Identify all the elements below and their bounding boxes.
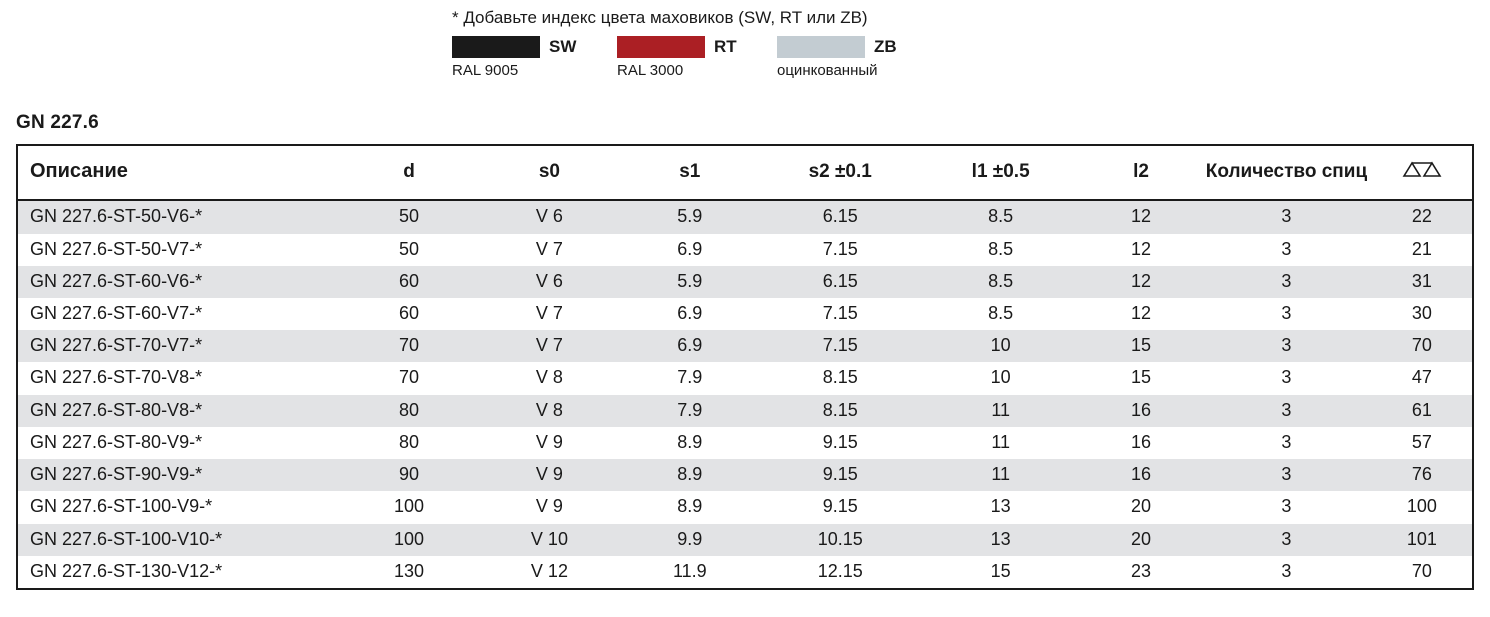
cell-value: 6.15 — [760, 200, 920, 233]
cell-value: 57 — [1411, 431, 1432, 452]
cell-value: V 9 — [535, 431, 563, 452]
cell-value: 3 — [1201, 330, 1371, 362]
cell-description: GN 227.6-ST-50-V7-* — [30, 238, 203, 259]
cell-value: 5.9 — [620, 200, 760, 233]
cell-description: GN 227.6-ST-70-V8-* — [30, 367, 203, 388]
swatch-sw-icon — [452, 36, 540, 58]
cell-value: 10 — [990, 367, 1011, 388]
cell-value: V 7 — [535, 302, 563, 323]
col-header-weight — [1372, 146, 1472, 200]
cell-value: 12.15 — [817, 560, 863, 581]
cell-description: GN 227.6-ST-100-V10-* — [18, 524, 339, 556]
cell-value: 3 — [1201, 395, 1371, 427]
spec-table — [18, 146, 1472, 588]
cell-value: 70 — [1411, 560, 1432, 581]
cell-value: 70 — [399, 367, 420, 388]
cell-value: 21 — [1411, 238, 1432, 259]
cell-value: V 7 — [535, 238, 563, 259]
cell-value: 50 — [399, 238, 420, 259]
cell-value: 7.15 — [760, 330, 920, 362]
cell-value: 100 — [394, 496, 425, 517]
cell-value: 31 — [1372, 266, 1472, 298]
spec-table-container — [16, 144, 1474, 590]
col-header-s2: s2 ±0.1 — [760, 146, 920, 200]
col-header-s1: s1 — [620, 146, 760, 200]
color-swatch-row — [452, 36, 1052, 79]
cell-value: 70 — [339, 330, 479, 362]
color-swatch-rt-line — [617, 36, 777, 58]
color-swatch-zb-line — [777, 36, 957, 58]
cell-value: 9.15 — [822, 496, 858, 517]
cell-value: 8.5 — [920, 200, 1080, 233]
cell-value: 6.9 — [620, 330, 760, 362]
swatch-zb-icon — [777, 36, 865, 58]
cell-value: 16 — [1081, 459, 1201, 491]
table-row — [18, 395, 1472, 427]
swatch-rt-icon — [617, 36, 705, 58]
col-header-s0: s0 — [479, 146, 619, 200]
cell-value: 61 — [1372, 395, 1472, 427]
cell-value: 30 — [1411, 302, 1432, 323]
cell-value: 47 — [1411, 367, 1432, 388]
table-row — [18, 330, 1472, 362]
color-swatch-zb — [777, 36, 957, 79]
weight-scale-icon — [1402, 158, 1442, 185]
cell-value: V 10 — [479, 524, 619, 556]
cell-value: 130 — [394, 560, 425, 581]
cell-description: GN 227.6-ST-90-V9-* — [18, 459, 339, 491]
cell-value: 20 — [1131, 496, 1152, 517]
cell-value: 3 — [1201, 459, 1371, 491]
cell-value: 12 — [1131, 238, 1152, 259]
cell-value: 11 — [991, 431, 1010, 452]
cell-value: 6.9 — [677, 238, 703, 259]
table-row — [18, 200, 1472, 233]
col-header-description: Описание — [18, 146, 339, 200]
cell-value: 7.9 — [620, 395, 760, 427]
cell-value: 76 — [1372, 459, 1472, 491]
color-index-note — [452, 8, 1052, 79]
cell-description: GN 227.6-ST-60-V6-* — [18, 266, 339, 298]
swatch-sw-label: SW — [549, 37, 577, 56]
cell-value: 8.15 — [822, 367, 858, 388]
cell-description: GN 227.6-ST-130-V12-* — [30, 560, 223, 581]
cell-value: 8.5 — [920, 266, 1080, 298]
table-header-row — [18, 146, 1472, 200]
swatch-rt-label: RT — [714, 37, 737, 56]
cell-value: V 8 — [535, 367, 563, 388]
cell-value: 15 — [1131, 367, 1152, 388]
table-row — [18, 362, 1472, 394]
cell-value: 8.9 — [620, 459, 760, 491]
cell-value: 13 — [920, 524, 1080, 556]
cell-value: V 12 — [530, 560, 568, 581]
cell-value: 9.15 — [822, 431, 858, 452]
color-swatch-rt — [617, 36, 777, 79]
cell-value: 12 — [1081, 200, 1201, 233]
color-index-note-text: * Добавьте индекс цвета маховиков (SW, RT или ZB) — [452, 8, 868, 27]
cell-value: 100 — [1406, 496, 1437, 517]
table-row — [18, 459, 1472, 491]
col-header-l1: l1 ±0.5 — [920, 146, 1080, 200]
cell-value: 100 — [339, 524, 479, 556]
cell-value: 10 — [920, 330, 1080, 362]
cell-value: V 6 — [479, 266, 619, 298]
cell-value: 11.9 — [672, 560, 707, 581]
cell-value: 3 — [1201, 200, 1371, 233]
swatch-zb-sub: оцинкованный — [777, 62, 878, 79]
table-row — [18, 234, 1472, 266]
cell-value: 60 — [339, 266, 479, 298]
cell-value: 11 — [920, 395, 1080, 427]
cell-value: 8.9 — [677, 431, 703, 452]
cell-value: 8.9 — [677, 496, 703, 517]
cell-value: 5.9 — [620, 266, 760, 298]
cell-value: 9.15 — [760, 459, 920, 491]
cell-value: 16 — [1081, 395, 1201, 427]
table-row — [18, 524, 1472, 556]
cell-value: 90 — [339, 459, 479, 491]
cell-description: GN 227.6-ST-50-V6-* — [18, 200, 339, 233]
color-swatch-sw — [452, 36, 617, 79]
cell-value: 20 — [1081, 524, 1201, 556]
table-row — [18, 266, 1472, 298]
page-title: GN 227.6 — [16, 112, 99, 133]
cell-value: V 9 — [535, 496, 563, 517]
cell-description: GN 227.6-ST-80-V9-* — [30, 431, 203, 452]
color-swatch-sw-line — [452, 36, 617, 58]
cell-value: 15 — [1081, 330, 1201, 362]
col-header-d: d — [339, 146, 479, 200]
cell-value: 15 — [990, 560, 1011, 581]
cell-description: GN 227.6-ST-100-V9-* — [30, 496, 213, 517]
cell-value: 7.15 — [822, 238, 858, 259]
cell-description: GN 227.6-ST-80-V8-* — [18, 395, 339, 427]
cell-description: GN 227.6-ST-70-V7-* — [18, 330, 339, 362]
cell-value: 50 — [339, 200, 479, 233]
cell-value: 12 — [1131, 302, 1152, 323]
cell-value: 3 — [1281, 367, 1292, 388]
cell-value: 7.9 — [677, 367, 703, 388]
cell-value: 3 — [1281, 496, 1292, 517]
cell-value: 8.15 — [760, 395, 920, 427]
cell-value: 9.9 — [620, 524, 760, 556]
cell-value: V 8 — [479, 395, 619, 427]
cell-value: 12 — [1081, 266, 1201, 298]
cell-value: 80 — [339, 395, 479, 427]
cell-value: 7.15 — [822, 302, 858, 323]
cell-value: 10.15 — [760, 524, 920, 556]
table-row — [18, 491, 1472, 523]
cell-value: 8.5 — [988, 302, 1014, 323]
table-row — [18, 556, 1472, 588]
table-row — [18, 298, 1472, 330]
cell-value: 60 — [399, 302, 420, 323]
cell-description: GN 227.6-ST-60-V7-* — [30, 302, 203, 323]
col-header-spoke-count: Количество спиц — [1201, 146, 1371, 200]
col-header-l2: l2 — [1081, 146, 1201, 200]
cell-value: 22 — [1372, 200, 1472, 233]
cell-value: 13 — [990, 496, 1011, 517]
cell-value: 80 — [399, 431, 420, 452]
spec-table-body — [18, 200, 1472, 588]
cell-value: V 9 — [479, 459, 619, 491]
cell-value: V 7 — [479, 330, 619, 362]
cell-value: 3 — [1281, 431, 1292, 452]
cell-value: 16 — [1131, 431, 1152, 452]
table-row — [18, 427, 1472, 459]
cell-value: 3 — [1281, 238, 1292, 259]
cell-value: 3 — [1201, 524, 1371, 556]
cell-value: 3 — [1281, 560, 1292, 581]
cell-value: V 6 — [479, 200, 619, 233]
cell-value: 3 — [1281, 302, 1292, 323]
cell-value: 23 — [1131, 560, 1152, 581]
cell-value: 6.15 — [760, 266, 920, 298]
cell-value: 8.5 — [988, 238, 1014, 259]
swatch-rt-sub: RAL 3000 — [617, 62, 684, 79]
cell-value: 11 — [920, 459, 1080, 491]
spec-table-head — [18, 146, 1472, 200]
cell-value: 6.9 — [677, 302, 703, 323]
cell-value: 70 — [1372, 330, 1472, 362]
swatch-sw-sub: RAL 9005 — [452, 62, 519, 79]
swatch-zb-label: ZB — [874, 37, 897, 56]
cell-value: 101 — [1372, 524, 1472, 556]
cell-value: 3 — [1201, 266, 1371, 298]
